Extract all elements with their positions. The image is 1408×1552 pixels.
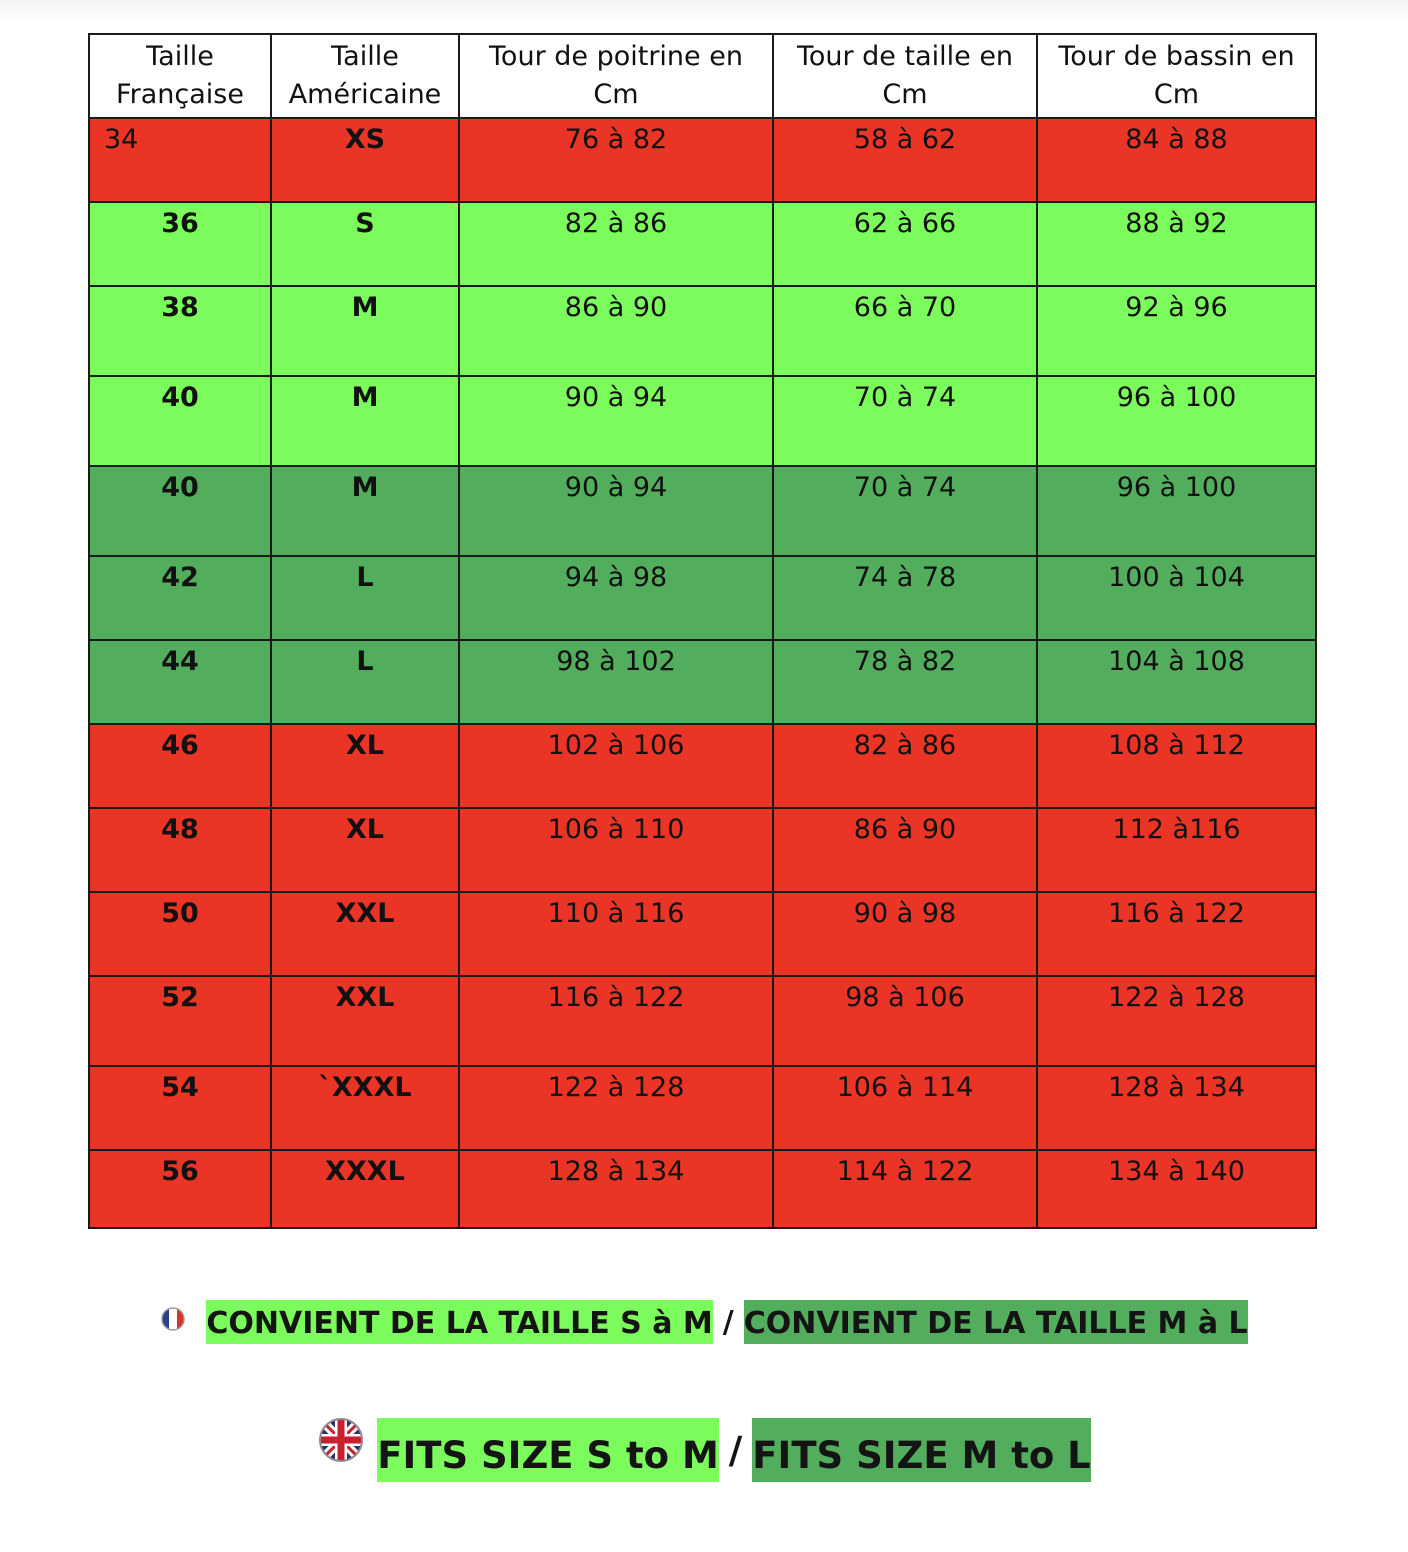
cell-chest: 76 à 82 (459, 118, 773, 202)
uk-flag-icon (317, 1416, 365, 1473)
table-row (89, 376, 1316, 466)
legend-en-s-to-m: FITS SIZE S to M (377, 1418, 719, 1482)
table-row (89, 1150, 1316, 1228)
cell-hips: 84 à 88 (1037, 118, 1316, 202)
size-chart-table (88, 33, 1317, 1229)
cell-chest: 122 à 128 (459, 1066, 773, 1150)
cell-french-size: 48 (89, 808, 271, 892)
table-row (89, 640, 1316, 724)
cell-french-size: 40 (89, 466, 271, 556)
cell-hips: 122 à 128 (1037, 976, 1316, 1066)
cell-us-size: `XXXL (271, 1066, 459, 1150)
table-row (89, 892, 1316, 976)
cell-french-size: 56 (89, 1150, 271, 1228)
cell-us-size: M (271, 376, 459, 466)
cell-chest: 90 à 94 (459, 376, 773, 466)
table-row (89, 808, 1316, 892)
cell-hips: 104 à 108 (1037, 640, 1316, 724)
cell-us-size: M (271, 286, 459, 376)
legend-french (0, 1300, 1408, 1344)
table-row (89, 724, 1316, 808)
cell-waist: 66 à 70 (773, 286, 1037, 376)
cell-us-size: S (271, 202, 459, 286)
table-row (89, 286, 1316, 376)
france-flag-icon (160, 1305, 186, 1340)
table-row (89, 1066, 1316, 1150)
header-hips: Tour de bassin en Cm (1037, 34, 1316, 118)
cell-waist: 70 à 74 (773, 376, 1037, 466)
cell-chest: 90 à 94 (459, 466, 773, 556)
table-row (89, 556, 1316, 640)
cell-waist: 98 à 106 (773, 976, 1037, 1066)
cell-waist: 78 à 82 (773, 640, 1037, 724)
cell-us-size: XL (271, 808, 459, 892)
cell-waist: 70 à 74 (773, 466, 1037, 556)
header-chest: Tour de poitrine en Cm (459, 34, 773, 118)
table-row (89, 976, 1316, 1066)
cell-hips: 134 à 140 (1037, 1150, 1316, 1228)
legend-fr-separator: / (722, 1304, 734, 1340)
table-row (89, 202, 1316, 286)
cell-french-size: 46 (89, 724, 271, 808)
legend-english (0, 1418, 1408, 1482)
cell-us-size: M (271, 466, 459, 556)
cell-hips: 100 à 104 (1037, 556, 1316, 640)
header-waist: Tour de taille en Cm (773, 34, 1037, 118)
cell-french-size: 52 (89, 976, 271, 1066)
cell-french-size: 42 (89, 556, 271, 640)
cell-hips: 96 à 100 (1037, 466, 1316, 556)
cell-french-size: 36 (89, 202, 271, 286)
cell-waist: 74 à 78 (773, 556, 1037, 640)
cell-hips: 108 à 112 (1037, 724, 1316, 808)
cell-waist: 106 à 114 (773, 1066, 1037, 1150)
cell-hips: 96 à 100 (1037, 376, 1316, 466)
cell-waist: 90 à 98 (773, 892, 1037, 976)
cell-hips: 112 à116 (1037, 808, 1316, 892)
cell-us-size: XXL (271, 892, 459, 976)
cell-chest: 106 à 110 (459, 808, 773, 892)
cell-waist: 114 à 122 (773, 1150, 1037, 1228)
cell-chest: 98 à 102 (459, 640, 773, 724)
cell-hips: 92 à 96 (1037, 286, 1316, 376)
cell-waist: 82 à 86 (773, 724, 1037, 808)
cell-chest: 116 à 122 (459, 976, 773, 1066)
cell-us-size: L (271, 640, 459, 724)
cell-french-size: 50 (89, 892, 271, 976)
legend-fr-s-to-m: CONVIENT DE LA TAILLE S à M (206, 1300, 712, 1344)
cell-hips: 88 à 92 (1037, 202, 1316, 286)
cell-chest: 82 à 86 (459, 202, 773, 286)
cell-french-size: 38 (89, 286, 271, 376)
cell-chest: 110 à 116 (459, 892, 773, 976)
cell-chest: 86 à 90 (459, 286, 773, 376)
legend-fr-m-to-l: CONVIENT DE LA TAILLE M à L (744, 1300, 1248, 1344)
cell-french-size: 40 (89, 376, 271, 466)
cell-waist: 58 à 62 (773, 118, 1037, 202)
cell-us-size: XXXL (271, 1150, 459, 1228)
cell-waist: 62 à 66 (773, 202, 1037, 286)
cell-french-size: 44 (89, 640, 271, 724)
table-header-row (89, 34, 1316, 118)
cell-us-size: L (271, 556, 459, 640)
cell-french-size: 54 (89, 1066, 271, 1150)
cell-chest: 94 à 98 (459, 556, 773, 640)
cell-hips: 128 à 134 (1037, 1066, 1316, 1150)
cell-us-size: XXL (271, 976, 459, 1066)
legend-en-m-to-l: FITS SIZE M to L (752, 1418, 1090, 1482)
legend-en-separator: / (728, 1428, 743, 1472)
table-row (89, 118, 1316, 202)
table-row (89, 466, 1316, 556)
cell-hips: 116 à 122 (1037, 892, 1316, 976)
cell-us-size: XL (271, 724, 459, 808)
cell-french-size: 34 (89, 118, 271, 202)
header-french-size: Taille Française (89, 34, 271, 118)
cell-chest: 102 à 106 (459, 724, 773, 808)
cell-chest: 128 à 134 (459, 1150, 773, 1228)
cell-waist: 86 à 90 (773, 808, 1037, 892)
header-us-size: Taille Américaine (271, 34, 459, 118)
cell-us-size: XS (271, 118, 459, 202)
